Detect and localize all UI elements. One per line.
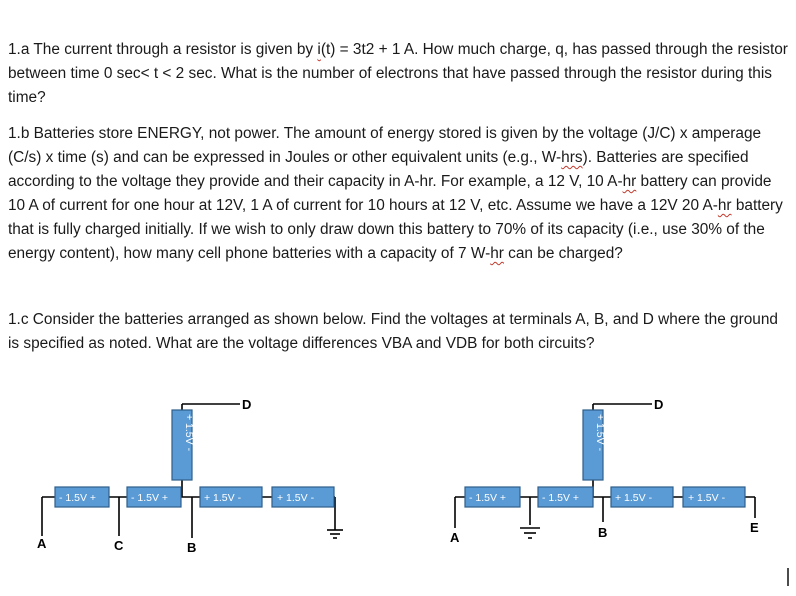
q1b-seg-3: battery can provide 10 A of current for one hour at 12V, 1 A of current for 10 hours at 12 V, etc. Assume we have a 12V 20 A- [8,173,772,214]
c2-ground-icon [520,528,540,538]
c1-label-b: B [187,540,197,555]
c1-label-d: D [242,397,252,412]
c1-battery-2-label: - 1.5V + [131,492,169,504]
c2-battery-1-label: - 1.5V + [469,492,507,504]
q1c-text: 1.c Consider the batteries arranged as shown below. Find the voltages at terminals A, B, and D where the ground is specified as noted. What are the voltage differences VBA and VDB for both circuits? [8,311,778,352]
q1b-seg-2: ). Batteries are specified according to the voltage they provide and their capacity in A-hr. For example, a 12 V, 10 A- [8,149,749,190]
c1-ground-icon [327,530,343,538]
c1-battery-vertical-label: + 1.5V - [183,414,195,452]
c2-battery-3-label: + 1.5V - [615,492,653,504]
q1b-word-3: hr [717,197,732,214]
c1-label-a: A [37,536,47,551]
question-1b [8,122,788,266]
q1b-word-2: hr [622,173,637,190]
c2-label-b: B [598,525,608,540]
q1b-word-4: hr [490,245,504,262]
c2-label-a: A [450,530,460,545]
c2-battery-vertical-label: + 1.5V - [594,414,606,452]
c2-battery-4-label: + 1.5V - [688,492,726,504]
question-1a [8,38,788,110]
circuit-1 [37,397,343,555]
c1-battery-4-label: + 1.5V - [277,492,315,504]
c2-battery-2-label: - 1.5V + [542,492,580,504]
c2-label-e: E [750,520,759,535]
c1-label-c: C [114,538,124,553]
circuit-2 [450,397,759,545]
q1a-text-end: (t) = 3t2 + 1 A. How much charge, q, has passed through the resistor between time 0 sec< t < 2 sec. What is the number of electrons that have passed through the resistor during this time? [8,41,788,106]
q1a-text-start: 1.a The current through a resistor is given by [8,41,318,58]
c1-battery-1-label: - 1.5V + [59,492,97,504]
q1a-current-symbol: i [317,41,321,58]
c1-battery-3-label: + 1.5V - [204,492,242,504]
battery-circuit-diagrams [0,380,796,596]
c2-label-d: D [654,397,664,412]
question-1c [8,308,788,356]
q1b-seg-1: 1.b Batteries store ENERGY, not power. The amount of energy stored is given by the voltage (J/C) x amperage (C/s) x time (s) and can be expressed in Joules or other equivalent units (e.g., W- [8,125,762,166]
q1b-word-1: hrs [561,149,583,166]
q1b-seg-5: can be charged? [503,245,623,262]
q1b-seg-4: battery that is fully charged initially. If we wish to only draw down this battery to 70% of its capacity (i.e., use 30% of the energy content), how many cell phone batteries with a capacity of 7 W- [8,197,783,262]
